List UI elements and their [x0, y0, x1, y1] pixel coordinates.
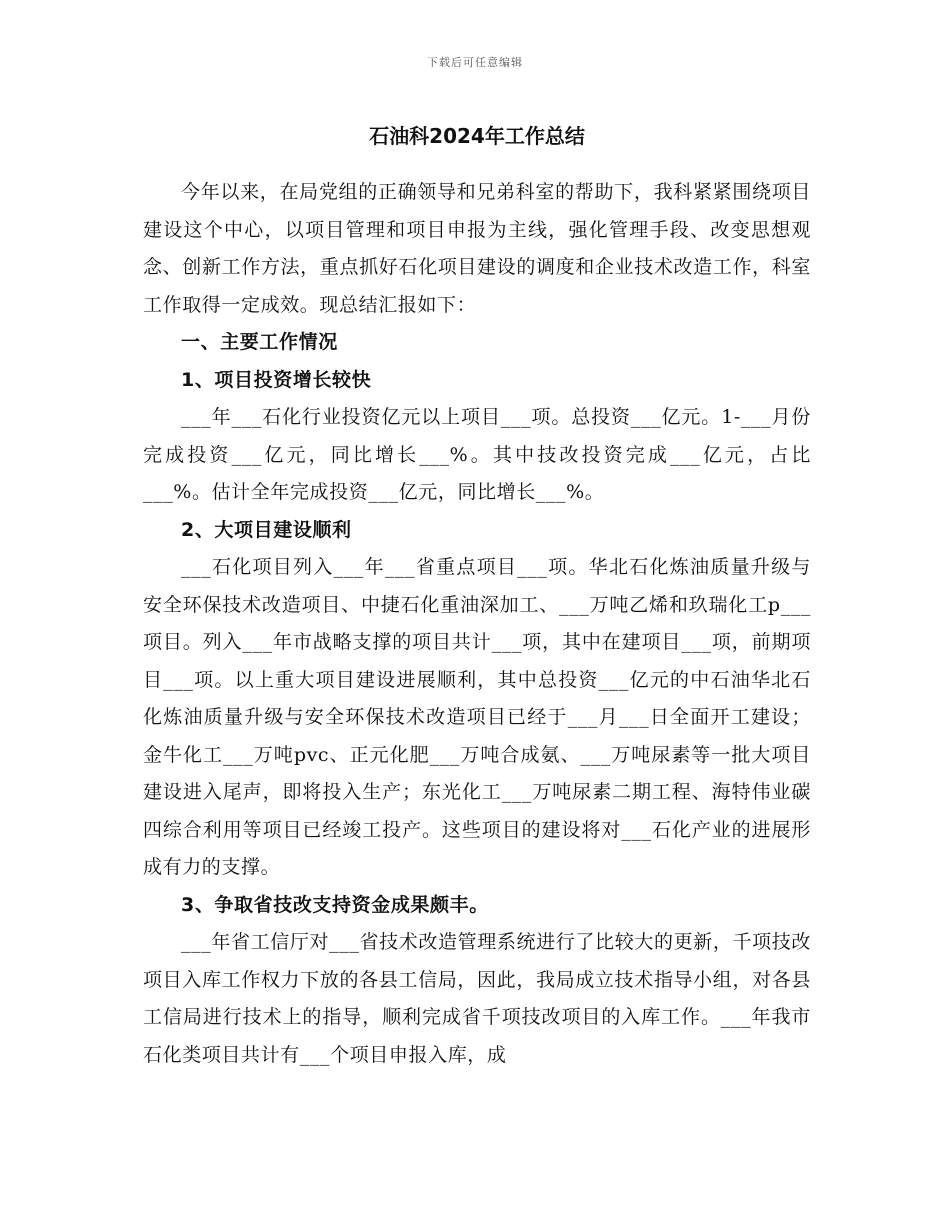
document-title: 石油科2024年工作总结: [369, 124, 585, 148]
tech-funding-paragraph: ___年省工信厅对___省技术改造管理系统进行了比较大的更新，千项技改项目入库工作权力下放的各县工信局，因此，我局成立技术指导小组，对各县工信局进行技术上的指导，顺利完成省千项技改项目的入库工作。___年我市石化类项目共计有___个项目申报入库，成: [143, 931, 811, 1066]
subsection-heading-tech-funding: 3、争取省技改支持资金成果颇丰。: [181, 893, 489, 916]
header-note: 下载后可任意编辑: [427, 56, 523, 69]
intro-paragraph: 今年以来，在局党组的正确领导和兄弟科室的帮助下，我科紧紧围绕项目建设这个中心，以项目管理和项目申报为主线，强化管理手段、改变思想观念、创新工作方法，重点抓好石化项目建设的调度和企业技术改造工作，科室工作取得一定成效。现总结汇报如下：: [143, 181, 811, 316]
subsection-heading-investment: 1、项目投资增长较快: [181, 368, 372, 391]
investment-paragraph: ___年___石化行业投资亿元以上项目___项。总投资___亿元。1-___月份完成投资___亿元，同比增长___%。其中技改投资完成___亿元，占比___%。估计全年完成投资___亿元，同比增长___%。: [143, 406, 811, 503]
subsection-heading-major-projects: 2、大项目建设顺利: [181, 518, 352, 541]
document-body: [143, 120, 811, 1074]
section-heading-main-work: 一、主要工作情况: [181, 331, 338, 353]
major-projects-paragraph: ___石化项目列入___年___省重点项目___项。华北石化炼油质量升级与安全环保技术改造项目、中捷石化重油深加工、___万吨乙烯和玖瑞化工p___项目。列入___年市战略支撑的项目共计___项，其中在建项目___项，前期项目___项。以上重大项目建设进展顺利，其中总投资___亿元的中石油华北石化炼油质量升级与安全环保技术改造项目已经于___月___日全面开工建设；金牛化工___万吨pvc、正元化肥___万吨合成氨、___万吨尿素等一批大项目建设进入尾声，即将投入生产；东光化工___万吨尿素二期工程、海特伟业碳四综合利用等项目已经竣工投产。这些项目的建设将对___石化产业的进展形成有力的支撑。: [143, 556, 811, 878]
